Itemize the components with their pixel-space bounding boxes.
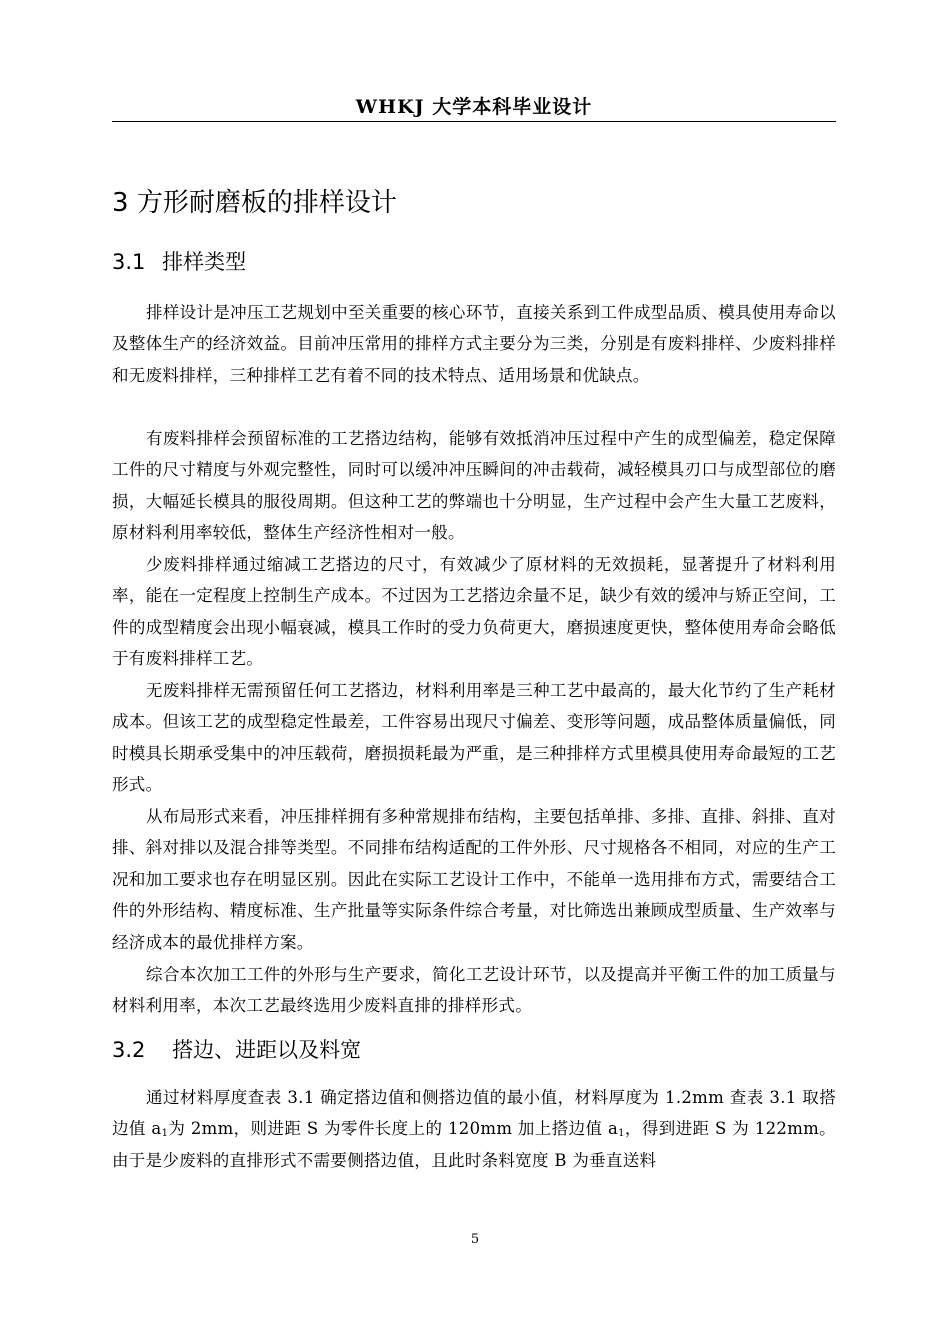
paragraph: 从布局形式来看，冲压排样拥有多种常规排布结构，主要包括单排、多排、直排、斜排、直对排、斜对排以及混合排等类型。不同排布结构适配的工件外形、尺寸规格各不相同，对应的生产工况和加工要求也存在明显区别。因此在实际工艺设计工作中，不能单一选用排布方式，需要结合工件的外形结构、精度标准、生产批量等实际条件综合考量，对比筛选出兼顾成型质量、生产效率与经济成本的最优排样方案。 [112, 807, 836, 952]
section-title: 搭边、进距以及料宽 [172, 1038, 362, 1062]
paragraph [112, 1082, 836, 1176]
paragraph: 无废料排样无需预留任何工艺搭边，材料利用率是三种工艺中最高的，最大化节约了生产耗材成本。但该工艺的成型稳定性最差，工件容易出现尺寸偏差、变形等问题，成品整体质量偏低，同时模具长期承受集中的冲压载荷，磨损损耗最为严重，是三种排样方式里模具使用寿命最短的工艺形式。 [112, 681, 836, 795]
page-number: 5 [470, 1232, 480, 1247]
paragraph: 排样设计是冲压工艺规划中至关重要的核心环节，直接关系到工件成型品质、模具使用寿命以及整体生产的经济效益。目前冲压常用的排样方式主要分为三类，分别是有废料排样、少废料排样和无废料排样，三种排样工艺有着不同的技术特点、适用场景和优缺点。 [112, 303, 836, 385]
text-run: ，得到进距 S 为 122mm。由于是少废料的直排形式不需要侧搭边值，且此时条料宽度 B 为垂直送料 [112, 1119, 836, 1170]
section-title: 排样类型 [162, 250, 247, 274]
text-run: 通过材料厚度查表 3.1 确定搭边值和侧搭边值的最小值，材料厚度为 1.2mm 查表 3.1 取搭边值 a [112, 1088, 836, 1139]
paragraph: 综合本次加工工件的外形与生产要求，简化工艺设计环节，以及提高并平衡工件的加工质量与材料利用率，本次工艺最终选用少废料直排的排样形式。 [112, 965, 836, 1016]
text-run: 为 2mm，则进距 S 为零件长度上的 120mm 加上搭边值 a [168, 1119, 619, 1139]
section-number: 3.1 [112, 250, 146, 274]
header-rule [112, 121, 836, 122]
paragraph: 少废料排样通过缩减工艺搭边的尺寸，有效减少了原材料的无效损耗，显著提升了材料利用率，能在一定程度上控制生产成本。不过因为工艺搭边余量不足，缺少有效的缓冲与矫正空间，工件的成型精度会出现小幅衰减，模具工作时的受力负荷更大，磨损速度更快，整体使用寿命会略低于有废料排样工艺。 [112, 555, 836, 669]
section-heading-3-2 [112, 1035, 361, 1065]
chapter-number: 3 [112, 188, 129, 218]
paragraph: 有废料排样会预留标准的工艺搭边结构，能够有效抵消冲压过程中产生的成型偏差，稳定保障工件的尺寸精度与外观完整性，同时可以缓冲冲压瞬间的冲击载荷，减轻模具刃口与成型部位的磨损，大幅延长模具的服役周期。但这种工艺的弊端也十分明显，生产过程中会产生大量工艺废料，原材料利用率较低，整体生产经济性相对一般。 [112, 429, 836, 543]
page-header: WHKJ 大学本科毕业设计 [355, 96, 593, 118]
section-number: 3.2 [112, 1038, 146, 1062]
section-heading-3-1 [112, 247, 246, 277]
subscript: 1 [161, 1128, 169, 1140]
subscript: 1 [618, 1128, 625, 1140]
chapter-heading [112, 185, 397, 221]
chapter-title: 方形耐磨板的排样设计 [136, 188, 397, 218]
